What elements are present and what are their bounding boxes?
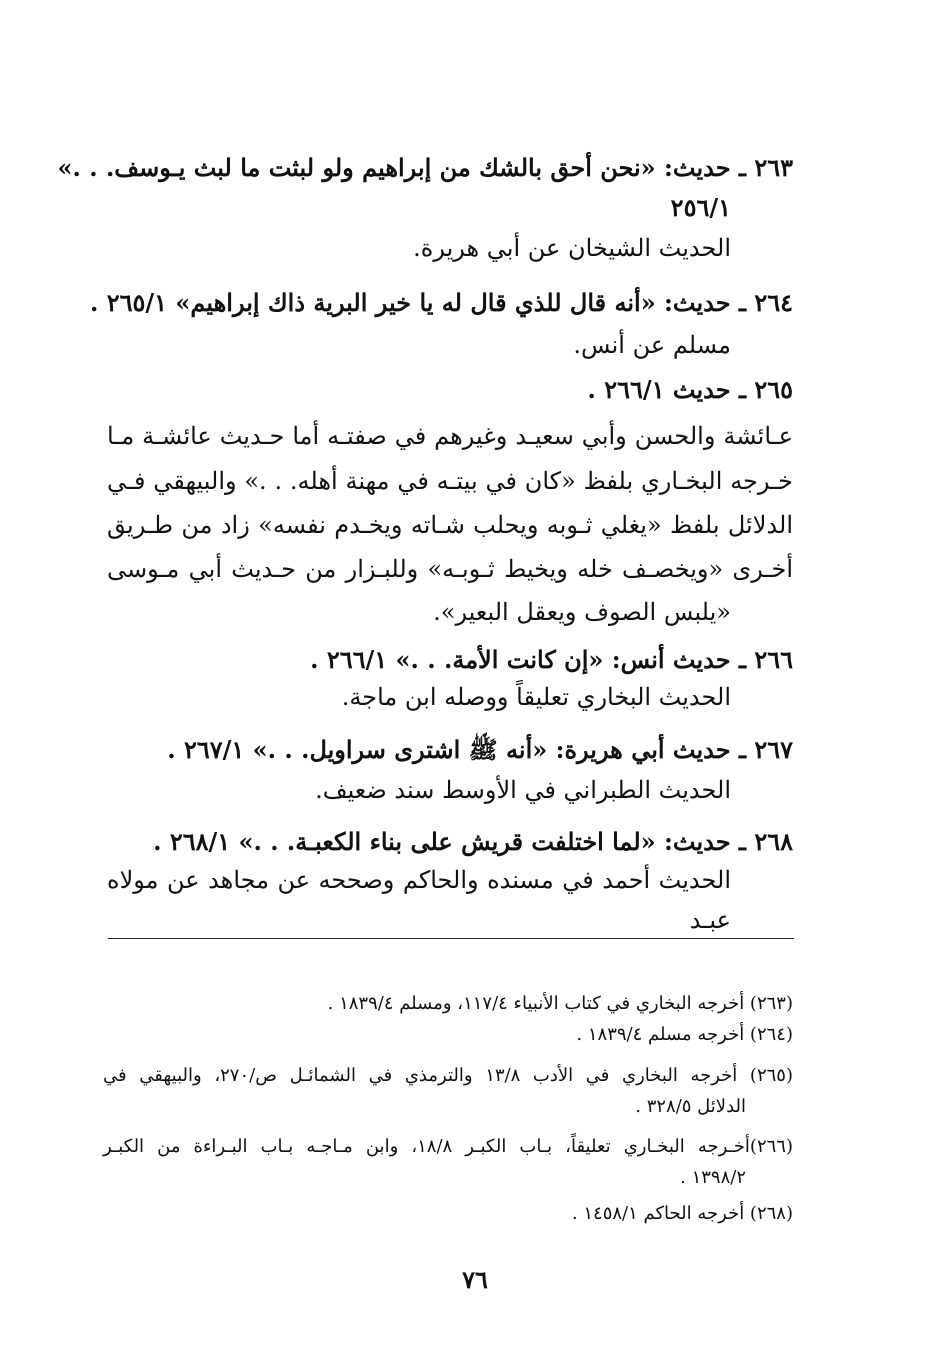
footnote-268: (٢٦٨) أخرجه الحاكم ١٤٥٨/١ .: [571, 1203, 793, 1224]
footnote-265-continuation: الدلائل ٣٢٨/٥ .: [635, 1096, 746, 1117]
entry-266-heading: ٢٦٦ ـ حديث أنس: «إن كانت الأمة. . .» ٢٦٦/١ .: [310, 645, 793, 674]
entry-263-source: الحديث الشيخان عن أبي هريرة.: [413, 234, 731, 262]
footnote-265: (٢٦٥) أخرجه البخاري في الأدب ١٣/٨ والترمذي في الشمائـل ص/٢٧٠، والبيهقي في: [103, 1065, 793, 1086]
entry-265-heading: ٢٦٥ ـ حديث ٢٦٦/١ .: [587, 375, 793, 404]
entry-263-reference: ٢٥٦/١: [670, 193, 731, 222]
entry-265-text-line: خـرجه البخـاري بلفظ «كان في بيتـه في مهنة أهله. . .» والبيهقي فـي: [107, 467, 793, 495]
entry-265-text-line: أخـرى «ويخصـف خله ويخيط ثـوبـه» وللبـزار من حـديث أبي مـوسى: [107, 555, 793, 583]
entry-265-text-line: عـائشة والحسن وأبي سعيـد وغيرهم في صفتـه أما حـديث عائشـة مـا: [107, 422, 793, 450]
entry-268-source: الحديث أحمد في مسنده والحاكم وصححه عن مجاهد عن مولاه عبـد: [107, 866, 731, 934]
footnote-separator: [108, 938, 794, 939]
footnote-264: (٢٦٤) أخرجه مسلم ١٨٣٩/٤ .: [576, 1024, 793, 1045]
footnote-266: (٢٦٦)أخـرجه البخـاري تعليقاً، بـاب الكبـر ١٨/٨، وابن مـاجـه بـاب البـراءة من الكبـر: [103, 1136, 794, 1157]
entry-265-text-line: الدلائل بلفظ «يغلي ثـوبه ويحلب شـاته ويخـدم نفسه» زاد من طـريق: [107, 511, 793, 539]
entry-265-text-line: «يلبس الصوف ويعقل البعير».: [433, 598, 731, 626]
entry-263-heading: ٢٦٣ ـ حديث: «نحن أحق بالشك من إبراهيم ولو لبثت ما لبث يـوسف. . .»: [57, 153, 793, 182]
entry-266-source: الحديث البخاري تعليقاً ووصله ابن ماجة.: [341, 683, 731, 711]
entry-267-heading: ٢٦٧ ـ حديث أبي هريرة: «أنه ﷺ اشترى سراويل. . .» ٢٦٧/١ .: [167, 735, 793, 764]
footnote-266-continuation: ١٣٩٨/٢ .: [680, 1167, 746, 1188]
entry-264-source: مسلم عن أنس.: [573, 331, 731, 359]
entry-267-source: الحديث الطبراني في الأوسط سند ضعيف.: [315, 776, 731, 804]
entry-264-heading: ٢٦٤ ـ حديث: «أنه قال للذي قال له يا خير البرية ذاك إبراهيم» ٢٦٥/١ .: [90, 288, 793, 317]
footnote-263: (٢٦٣) أخرجه البخاري في كتاب الأنبياء ١١٧/٤، ومسلم ١٨٣٩/٤ .: [327, 993, 793, 1014]
page-number: ٧٦: [462, 1265, 488, 1294]
entry-268-heading: ٢٦٨ ـ حديث: «لما اختلفت قريش على بناء الكعبـة. . .» ٢٦٨/١ .: [153, 827, 793, 856]
